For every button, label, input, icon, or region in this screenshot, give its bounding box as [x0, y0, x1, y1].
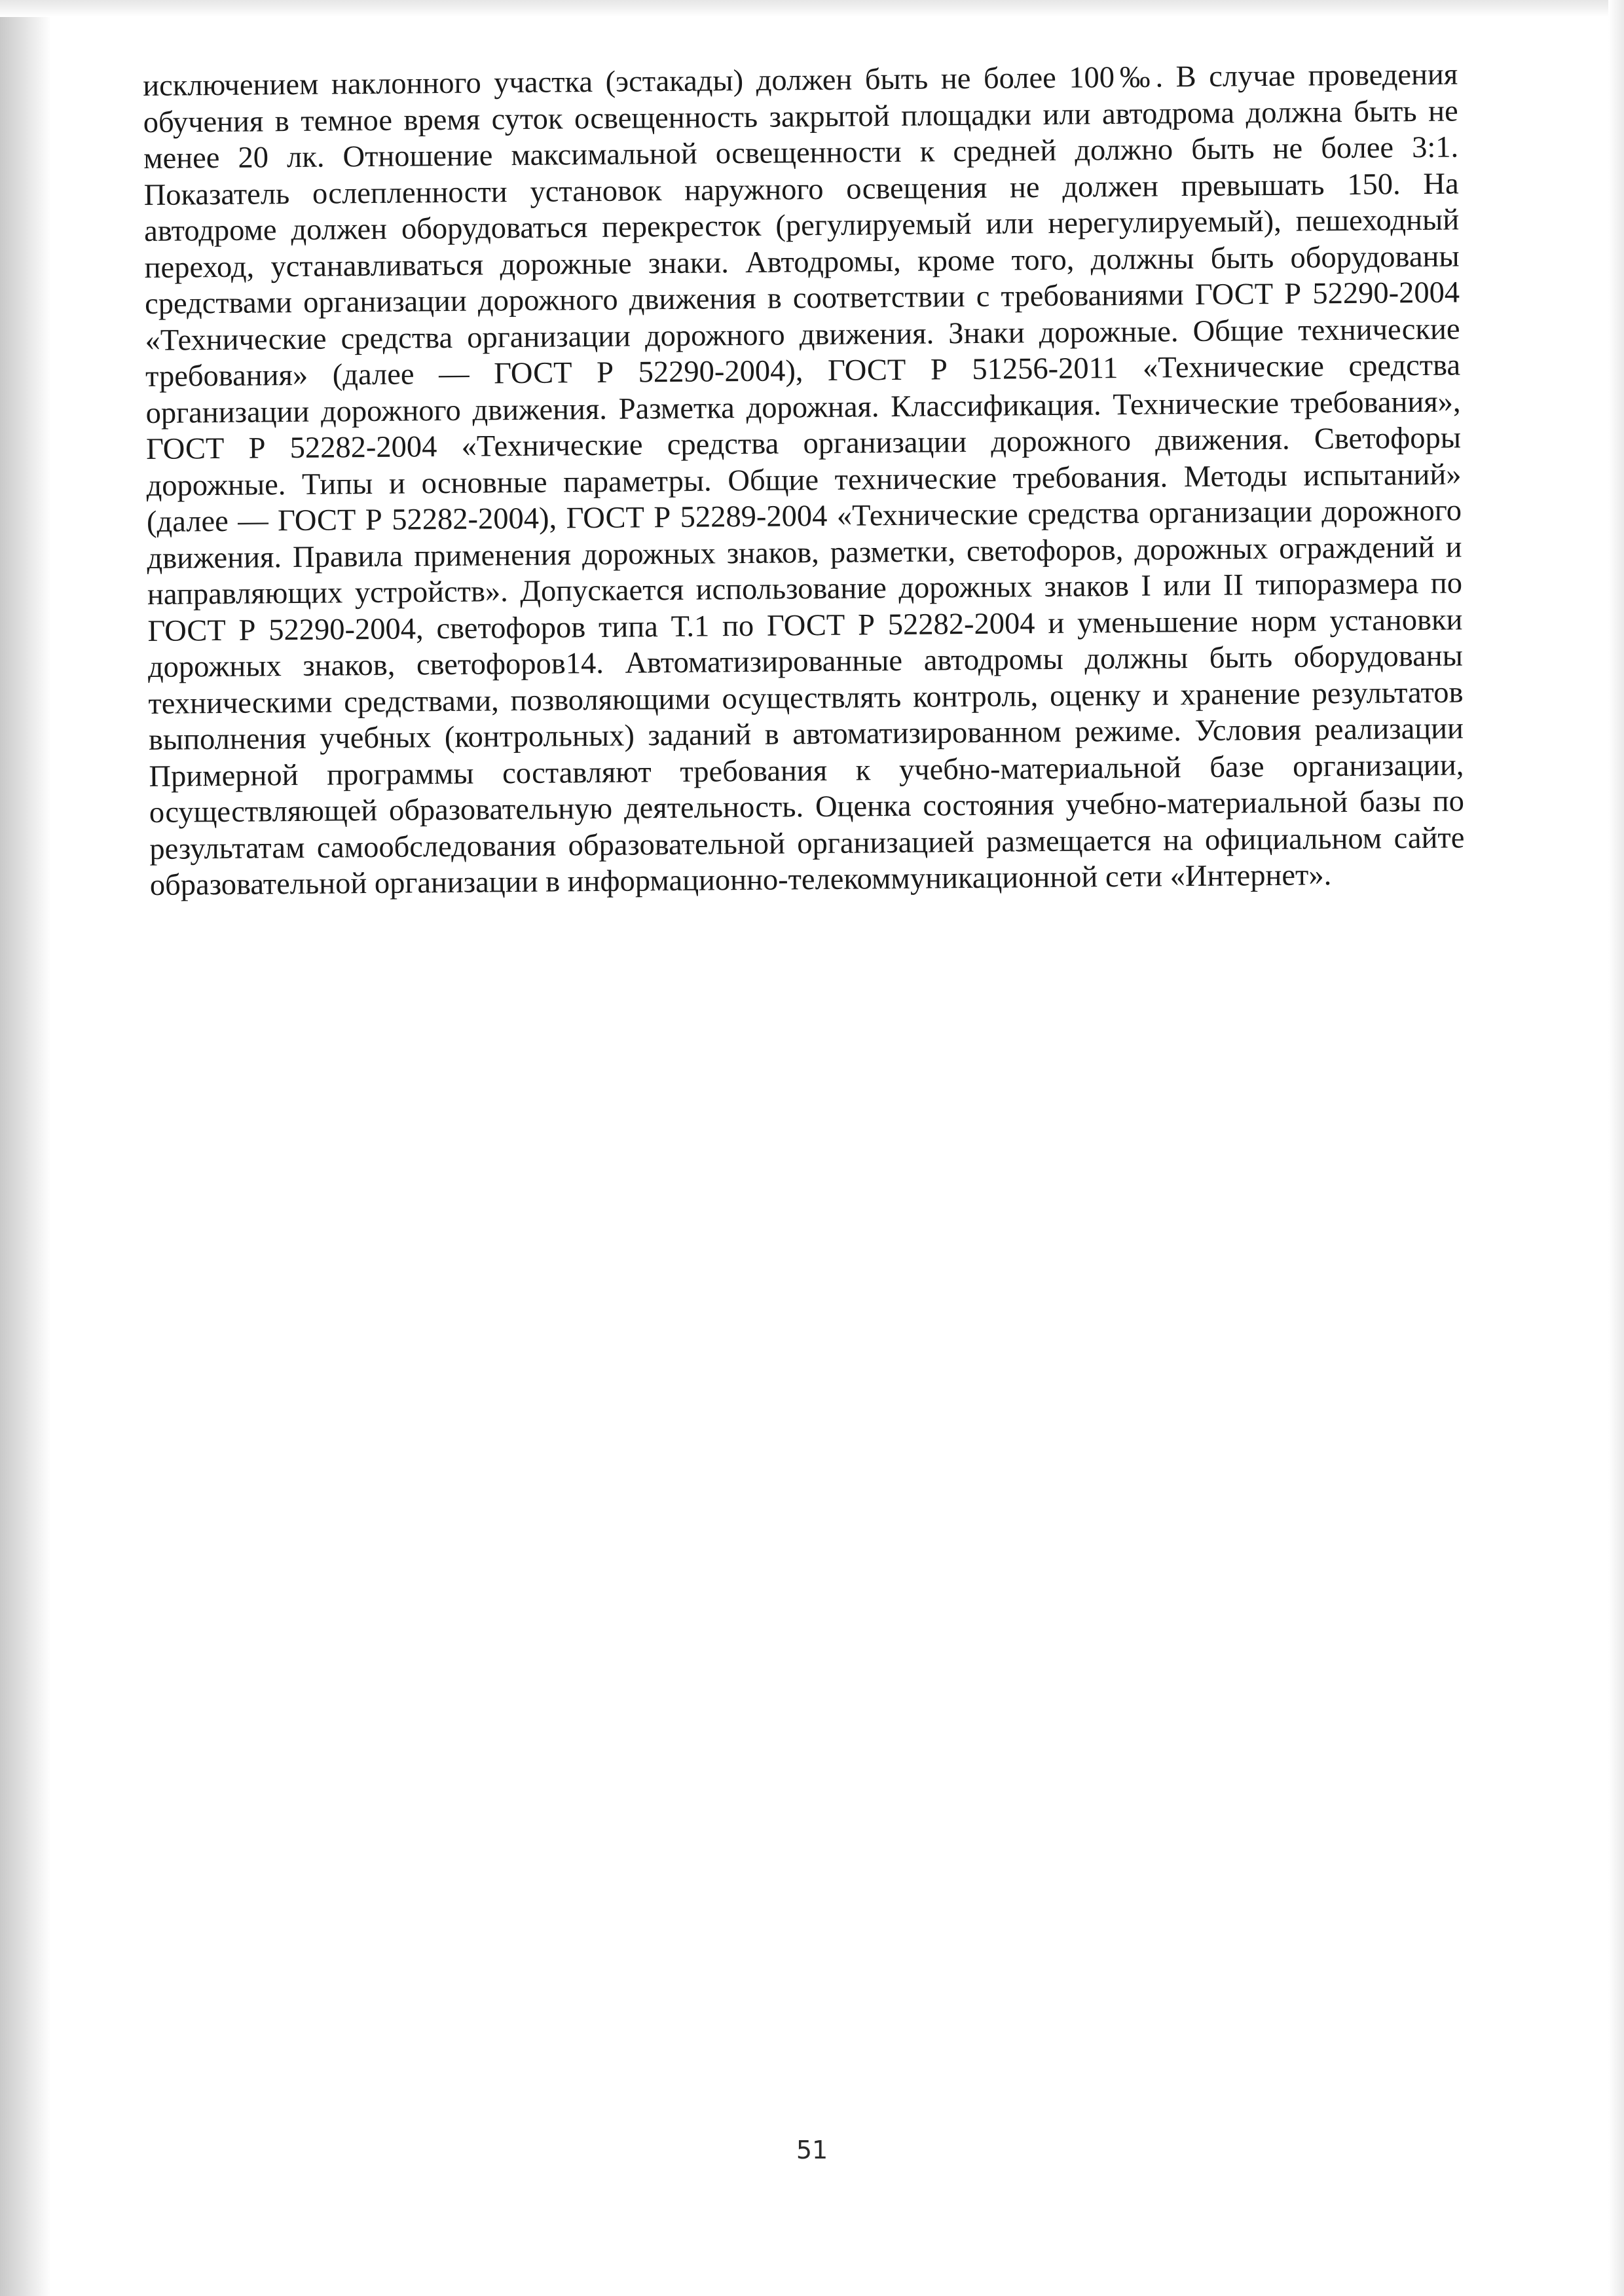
- scan-edge-shadow-top: [0, 0, 1624, 17]
- body-paragraph: исключением наклонного участка (эстакады) должен быть не более 100‰. В случае проведения обучения в темное время суток освещенность закрытой площадки или автодрома должна быть не менее 20 лк. Отношение максимальной освещенности к средней должно быть не более 3:1. Показатель ослепленности установок наружного освещения не должен превышать 150. На автодроме должен оборудоваться перекресток (регулируемый или нерегулируемый), пешеходный переход, устанавливаться дорожные знаки. Автодромы, кроме того, должны быть оборудованы средствами организации дорожного движения в соответствии с требованиями ГОСТ Р 52290-2004 «Технические средства организации дорожного движения. Знаки дорожные. Общие технические требования» (далее — ГОСТ Р 52290-2004), ГОСТ Р 51256-2011 «Технические средства организации дорожного движения. Разметка дорожная. Классификация. Технические требования», ГОСТ Р 52282-2004 «Технические средства организации дорожного движения. Светофоры дорожные. Типы и основные параметры. Общие технические требования. Методы испытаний» (далее — ГОСТ Р 52282-2004), ГОСТ Р 52289-2004 «Технические средства организации дорожного движения. Правила применения дорожных знаков, разметки, светофоров, дорожных ограждений и направляющих устройств». Допускается использование дорожных знаков I или II типоразмера по ГОСТ Р 52290-2004, светофоров типа Т.1 по ГОСТ Р 52282-2004 и уменьшение норм установки дорожных знаков, светофоров14. Автоматизированные автодромы должны быть оборудованы техническими средствами, позволяющими осуществлять контроль, оценку и хранение результатов выполнения учебных (контрольных) заданий в автоматизированном режиме. Условия реализации Примерной программы составляют требования к учебно-материальной базе организации, осуществляющей образовательную деятельность. Оценка состояния учебно-материальной базы по результатам самообследования образовательной организацией размещается на официальном сайте образовательной организации в информационно-телекоммуникационной сети «Интернет».: [143, 58, 1465, 902]
- scan-edge-shadow-right: [1608, 0, 1624, 2296]
- page-number: 51: [796, 2136, 828, 2164]
- scan-edge-shadow-left: [0, 0, 51, 2296]
